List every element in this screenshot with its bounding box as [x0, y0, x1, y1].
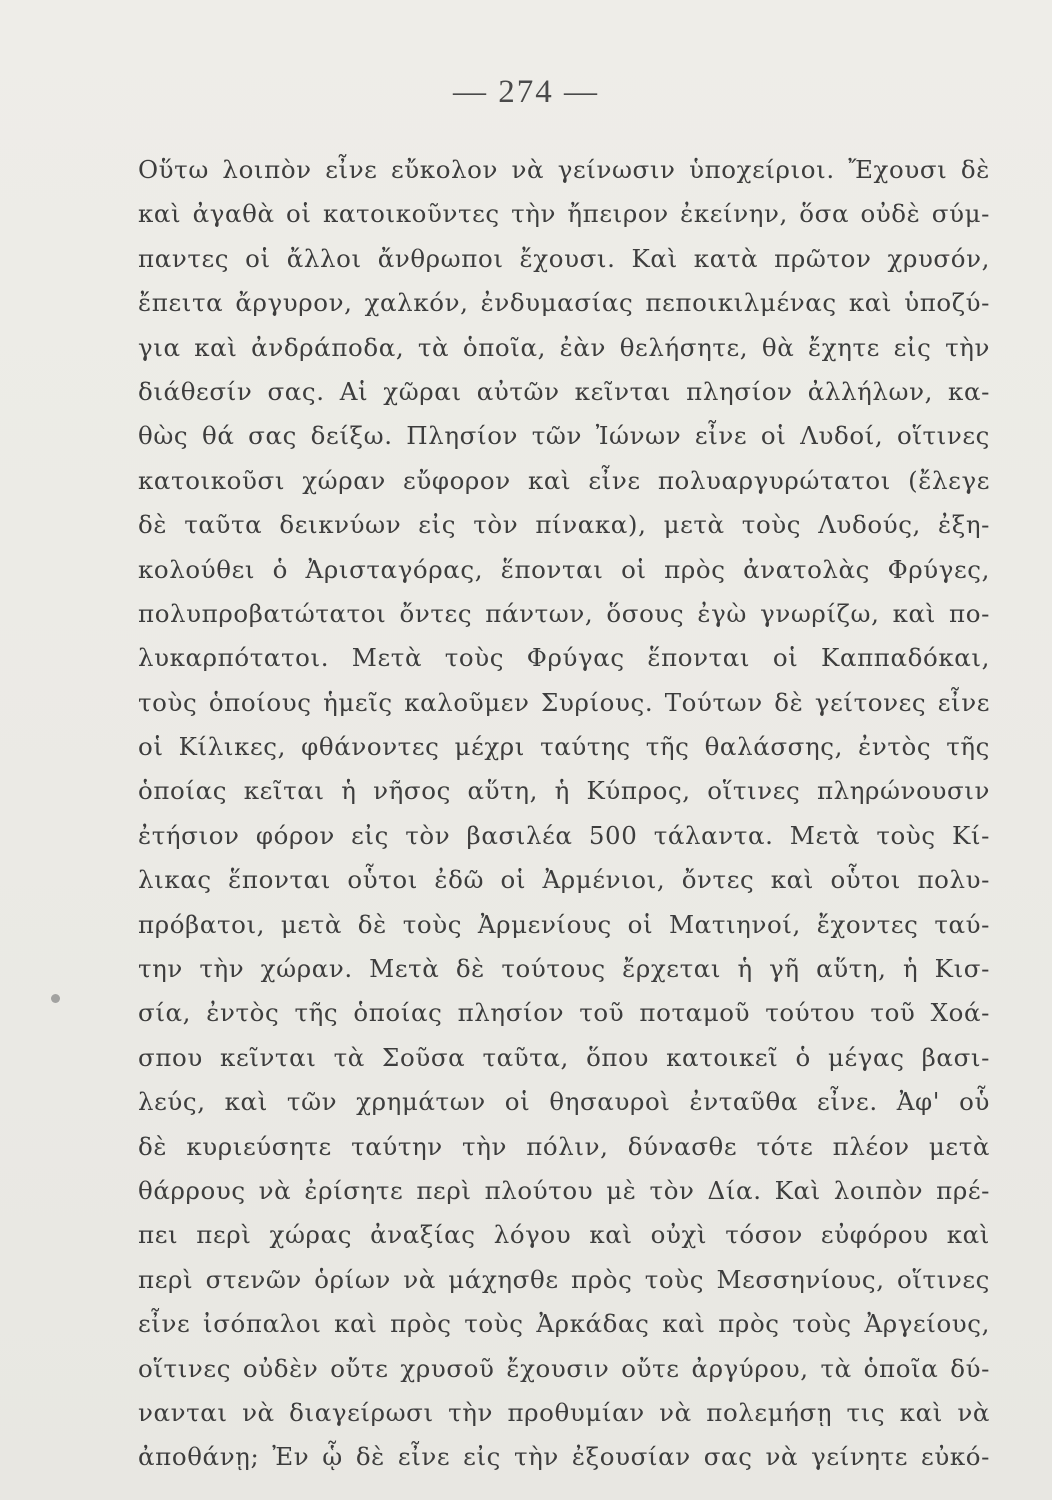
text-line: εἶνε ἰσόπαλοι καὶ πρὸς τοὺς Ἀρκάδας καὶ πρὸς τοὺς Ἀργείους, — [138, 1309, 990, 1339]
text-line: δὲ κυριεύσητε ταύτην τὴν πόλιν, δύνασθε τότε πλέον μετὰ — [138, 1131, 990, 1161]
text-line: σία, ἐντὸς τῆς ὁποίας πλησίον τοῦ ποταμοῦ τούτου τοῦ Χοά- — [138, 998, 990, 1028]
text-line: θὼς θά σας δείξω. Πλησίον τῶν Ἰώνων εἶνε οἱ Λυδοί, οἵτινες — [138, 421, 990, 451]
text-line: παντες οἱ ἄλλοι ἄνθρωποι ἔχουσι. Καὶ κατὰ πρῶτον χρυσόν, — [138, 243, 990, 273]
text-line: περὶ στενῶν ὁρίων νὰ μάχησθε πρὸς τοὺς Μεσσηνίους, οἵτινες — [138, 1264, 990, 1294]
text-line: λεύς, καὶ τῶν χρημάτων οἱ θησαυροὶ ἐνταῦθα εἶνε. Ἀφ' οὗ — [138, 1087, 990, 1117]
text-line: λικας ἕπονται οὗτοι ἐδῶ οἱ Ἀρμένιοι, ὄντες καὶ οὗτοι πολυ- — [138, 865, 990, 895]
text-line: ἐτήσιον φόρον εἰς τὸν βασιλέα 500 τάλαντα. Μετὰ τοὺς Κί- — [138, 820, 990, 850]
text-line: θάρρους νὰ ἐρίσητε περὶ πλούτου μὲ τὸν Δία. Καὶ λοιπὸν πρέ- — [138, 1175, 990, 1205]
text-line: ἀποθάνῃ; Ἐν ᾧ δὲ εἶνε εἰς τὴν ἐξουσίαν σας νὰ γείνητε εὐκό- — [138, 1442, 990, 1472]
margin-ink-spot — [51, 994, 60, 1003]
text-line: τοὺς ὁποίους ἡμεῖς καλοῦμεν Συρίους. Τούτων δὲ γείτονες εἶνε — [138, 687, 990, 717]
text-line: Οὕτω λοιπὸν εἶνε εὔκολον νὰ γείνωσιν ὑποχείριοι. Ἔχουσι δὲ — [138, 155, 990, 184]
page-number: — 274 — — [453, 74, 599, 110]
text-line: λυκαρπότατοι. Μετὰ τοὺς Φρύγας ἕπονται οἱ Καππαδόκαι, — [138, 643, 990, 673]
text-line: για καὶ ἀνδράποδα, τὰ ὁποῖα, ἐὰν θελήσητε, θὰ ἔχητε εἰς τὴν — [138, 332, 990, 362]
text-line: σπου κεῖνται τὰ Σοῦσα ταῦτα, ὅπου κατοικεῖ ὁ μέγας βασι- — [138, 1042, 990, 1072]
text-line: διάθεσίν σας. Αἱ χῶραι αὐτῶν κεῖνται πλησίον ἀλλήλων, κα- — [138, 376, 990, 406]
text-line: κατοικοῦσι χώραν εὔφορον καὶ εἶνε πολυαργυρώτατοι (ἔλεγε — [138, 465, 990, 495]
text-line: πρόβατοι, μετὰ δὲ τοὺς Ἀρμενίους οἱ Ματιηνοί, ἔχοντες ταύ- — [138, 909, 990, 939]
text-line: ὁποίας κεῖται ἡ νῆσος αὕτη, ἡ Κύπρος, οἵτινες πληρώνουσιν — [138, 776, 990, 806]
body-text — [138, 148, 990, 1480]
text-line: κολούθει ὁ Ἀρισταγόρας, ἕπονται οἱ πρὸς ἀνατολὰς Φρύγες, — [138, 554, 990, 584]
text-line: οἵτινες οὐδὲν οὔτε χρυσοῦ ἔχουσιν οὔτε ἀργύρου, τὰ ὁποῖα δύ- — [138, 1353, 990, 1383]
text-line: δὲ ταῦτα δεικνύων εἰς τὸν πίνακα), μετὰ τοὺς Λυδούς, ἐξη- — [138, 510, 990, 540]
text-line: οἱ Κίλικες, φθάνοντες μέχρι ταύτης τῆς θαλάσσης, ἐντὸς τῆς — [138, 732, 990, 762]
text-line: καὶ ἀγαθὰ οἱ κατοικοῦντες τὴν ἤπειρον ἐκείνην, ὅσα οὐδὲ σύμ- — [138, 199, 990, 229]
text-line: πολυπροβατώτατοι ὄντες πάντων, ὅσους ἐγὼ γνωρίζω, καὶ πο- — [138, 598, 990, 628]
text-line: νανται νὰ διαγείρωσι τὴν προθυμίαν νὰ πολεμήσῃ τις καὶ νὰ — [138, 1397, 990, 1427]
text-line: την τὴν χώραν. Μετὰ δὲ τούτους ἔρχεται ἡ γῆ αὕτη, ἡ Κισ- — [138, 954, 990, 984]
text-line: ἔπειτα ἄργυρον, χαλκόν, ἐνδυμασίας πεποικιλμένας καὶ ὑποζύ- — [138, 288, 990, 318]
text-line: πει περὶ χώρας ἀναξίας λόγου καὶ οὐχὶ τόσον εὐφόρου καὶ — [138, 1220, 990, 1250]
